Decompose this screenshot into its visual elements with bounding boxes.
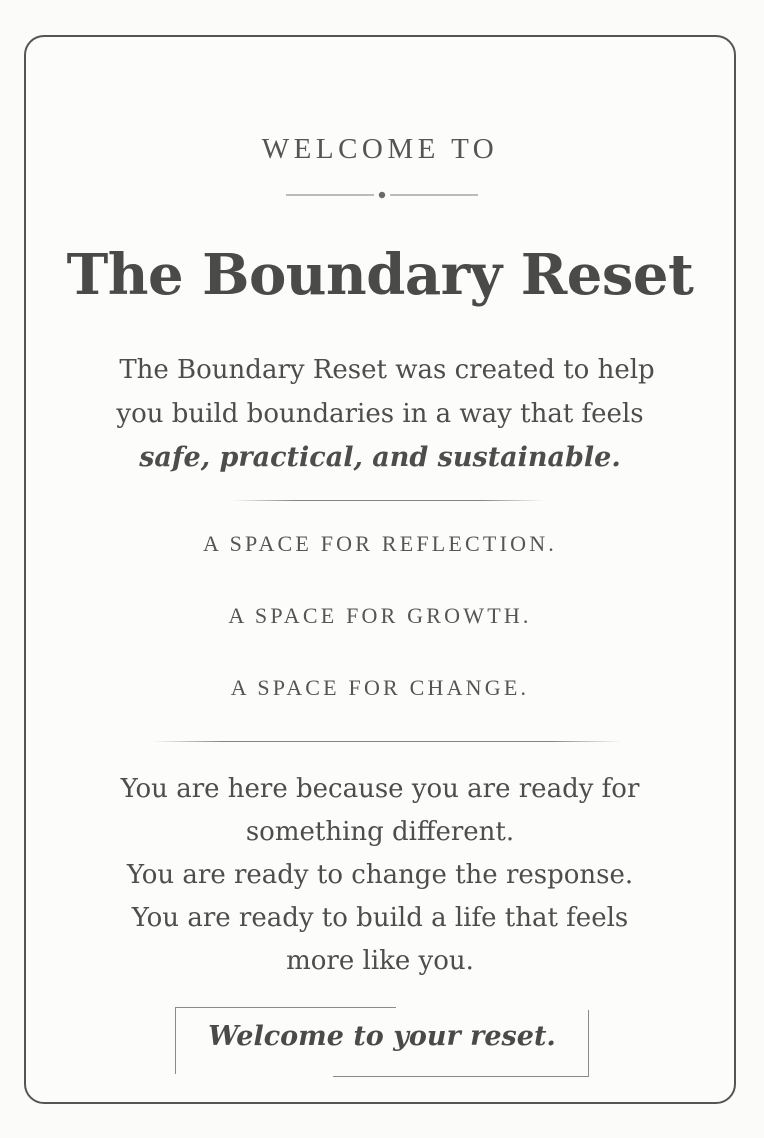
divider [152, 741, 622, 742]
closing-message: Welcome to your reset. [208, 1021, 556, 1052]
message-line: something different. [245, 817, 515, 847]
intro-paragraph [26, 348, 734, 480]
welcome-card [24, 35, 736, 1104]
eyebrow-heading: WELCOME TO [261, 133, 499, 165]
message-paragraph [26, 768, 734, 983]
page-title: The Boundary Reset [66, 242, 694, 308]
space-statement: A SPACE FOR REFLECTION. [203, 531, 557, 556]
message-line: You are here because you are ready for [120, 774, 640, 804]
intro-line: you build boundaries in a way that feels [116, 399, 644, 429]
message-line: You are ready to build a life that feels [131, 903, 629, 933]
space-statement: A SPACE FOR CHANGE. [230, 675, 530, 700]
space-statement: A SPACE FOR GROWTH. [228, 603, 532, 628]
divider [232, 500, 544, 501]
message-line: You are ready to change the response. [126, 860, 634, 890]
ornament-divider [282, 188, 482, 202]
intro-line: The Boundary Reset was created to help [119, 355, 655, 385]
closing-frame [175, 1007, 589, 1077]
intro-emphasis: safe, practical, and sustainable. [139, 442, 621, 473]
message-line: more like you. [286, 946, 474, 976]
